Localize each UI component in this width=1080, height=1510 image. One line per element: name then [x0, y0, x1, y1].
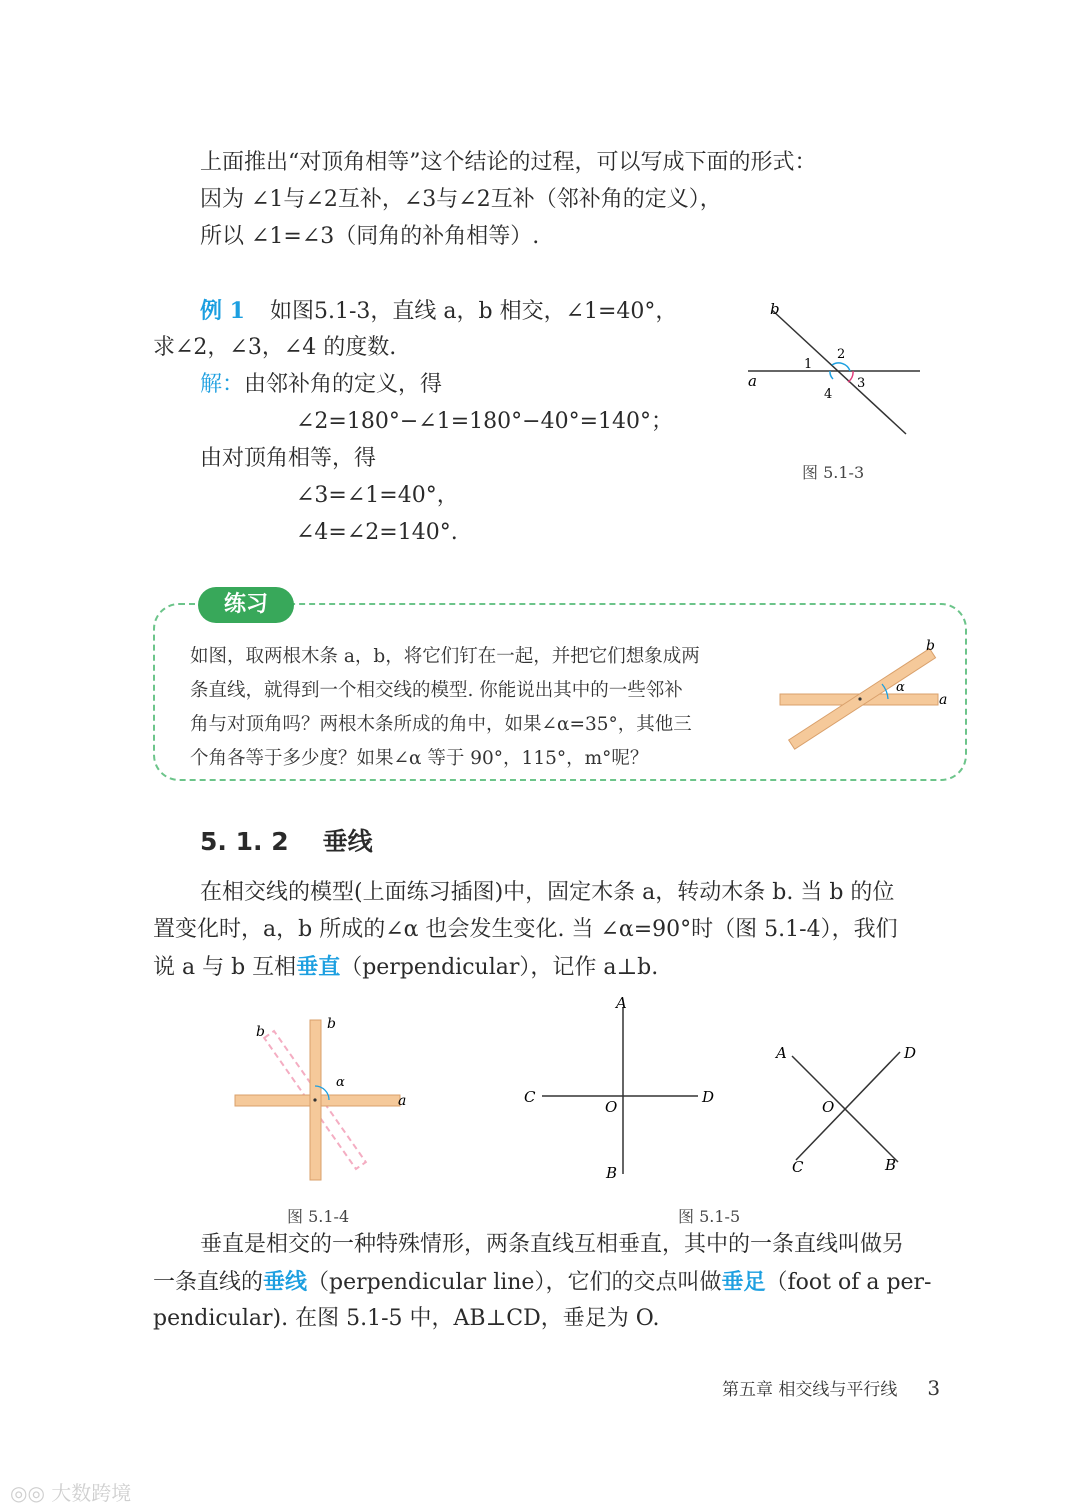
- solution-line-5: ∠4=∠2=140°.: [296, 520, 458, 545]
- line-b: [772, 310, 906, 434]
- label-A: A: [616, 994, 627, 1012]
- line-cd: [796, 1052, 900, 1160]
- label-O: O: [605, 1098, 618, 1116]
- intro-line-1: 上面推出“对顶角相等”这个结论的过程，可以写成下面的形式：: [200, 150, 817, 175]
- figure-5-1-5-right: [770, 1034, 940, 1184]
- label-a: a: [939, 692, 948, 708]
- figure-5-1-4-caption: 图 5.1-4: [287, 1207, 350, 1226]
- solution-label: 解：: [200, 372, 245, 397]
- figure-5-1-5-caption: 图 5.1-5: [678, 1207, 741, 1226]
- label-a: a: [398, 1093, 407, 1109]
- label-C: C: [792, 1158, 804, 1176]
- label-b: b: [770, 300, 780, 318]
- label-D: D: [904, 1044, 917, 1062]
- nail-point: [313, 1098, 316, 1101]
- watermark-text: 大数跨境: [51, 1481, 132, 1505]
- intro-line-3: 所以 ∠1=∠3（同角的补角相等）.: [200, 224, 540, 249]
- page-number: 3: [927, 1376, 941, 1400]
- label-alpha: α: [896, 680, 905, 695]
- body1-line-2: 置变化时，a，b 所成的∠α 也会发生变化. 当 ∠α=90°时（图 5.1-4），我们: [153, 917, 898, 942]
- angle-4-arc: [830, 371, 833, 379]
- body1-line-3-pre: 说 a 与 b 互相: [153, 955, 297, 980]
- body1-line-3: [153, 952, 658, 983]
- label-C: C: [524, 1088, 536, 1106]
- figure-5-1-5-left: [520, 994, 720, 1184]
- practice-figure: [776, 634, 956, 754]
- nail-point: [858, 697, 861, 700]
- section-number: 5. 1. 2: [200, 827, 289, 856]
- example-line-1: [200, 296, 677, 327]
- label-3: 3: [857, 376, 866, 391]
- label-b: b: [327, 1016, 336, 1032]
- practice-line-3: 角与对顶角吗？两根木条所成的角中，如果∠α=35°，其他三: [190, 714, 692, 735]
- watermark: [10, 1477, 131, 1506]
- page-footer: [722, 1375, 940, 1400]
- label-A: A: [776, 1044, 787, 1062]
- body2-line-2: [153, 1267, 932, 1298]
- example-text-2: 求∠2，∠3，∠4 的度数.: [153, 335, 397, 360]
- label-a: a: [748, 372, 757, 390]
- label-alpha: α: [336, 1075, 345, 1090]
- term-perpendicular-line: 垂线: [263, 1269, 308, 1295]
- body1-line-1: 在相交线的模型(上面练习插图)中，固定木条 a，转动木条 b. 当 b 的位: [200, 880, 895, 905]
- label-4: 4: [824, 387, 833, 402]
- practice-line-1: 如图，取两根木条 a，b，将它们钉在一起，并把它们想象成两: [190, 646, 700, 667]
- example-label: 例 1: [200, 298, 245, 324]
- chapter-title: 第五章 相交线与平行线: [722, 1380, 898, 1400]
- label-B: B: [606, 1164, 618, 1182]
- label-B: B: [885, 1156, 897, 1174]
- label-b-ghost: b: [256, 1024, 265, 1040]
- practice-line-4: 个角各等于多少度？如果∠α 等于 90°，115°，m°呢？: [190, 748, 649, 769]
- body2-line-2-mid: （perpendicular line），它们的交点叫做: [307, 1270, 722, 1295]
- solution-line-3: 由对顶角相等，得: [200, 446, 377, 471]
- body2-line-2-pre: 一条直线的: [153, 1270, 264, 1295]
- body2-line-2-post: （foot of a per-: [765, 1270, 932, 1295]
- label-D: D: [702, 1088, 715, 1106]
- label-2: 2: [837, 347, 846, 362]
- solution-line-1: [200, 370, 442, 400]
- section-heading: [200, 822, 373, 858]
- solution-line-2: ∠2=180°−∠1=180°−40°=140°；: [296, 409, 673, 434]
- watermark-logo-icon: ◎◎: [10, 1481, 45, 1505]
- example-text-1: 如图5.1-3，直线 a，b 相交，∠1=40°，: [269, 299, 678, 324]
- practice-line-2: 条直线，就得到一个相交线的模型. 你能说出其中的一些邻补: [190, 680, 683, 701]
- section-title: 垂线: [322, 827, 373, 856]
- figure-5-1-4: [230, 1012, 420, 1187]
- intro-line-2: 因为 ∠1与∠2互补，∠3与∠2互补（邻补角的定义），: [200, 187, 722, 212]
- figure-5-1-3: [740, 298, 930, 448]
- term-foot: 垂足: [721, 1269, 766, 1295]
- label-O: O: [822, 1098, 835, 1116]
- term-perpendicular: 垂直: [296, 954, 341, 980]
- body2-line-1: 垂直是相交的一种特殊情形，两条直线互相垂直，其中的一条直线叫做另: [200, 1232, 905, 1257]
- body2-line-3: pendicular). 在图 5.1-5 中，AB⊥CD，垂足为 O.: [153, 1306, 660, 1331]
- angle-2-arc: [832, 363, 850, 371]
- label-1: 1: [804, 357, 813, 372]
- solution-line-4: ∠3=∠1=40°，: [296, 483, 459, 508]
- label-b: b: [926, 638, 935, 654]
- body1-line-3-post: （perpendicular），记作 a⊥b.: [340, 955, 659, 980]
- solution-text-1: 由邻补角的定义，得: [244, 372, 443, 397]
- figure-5-1-3-caption: 图 5.1-3: [802, 463, 865, 482]
- practice-tag: 练习: [198, 587, 294, 623]
